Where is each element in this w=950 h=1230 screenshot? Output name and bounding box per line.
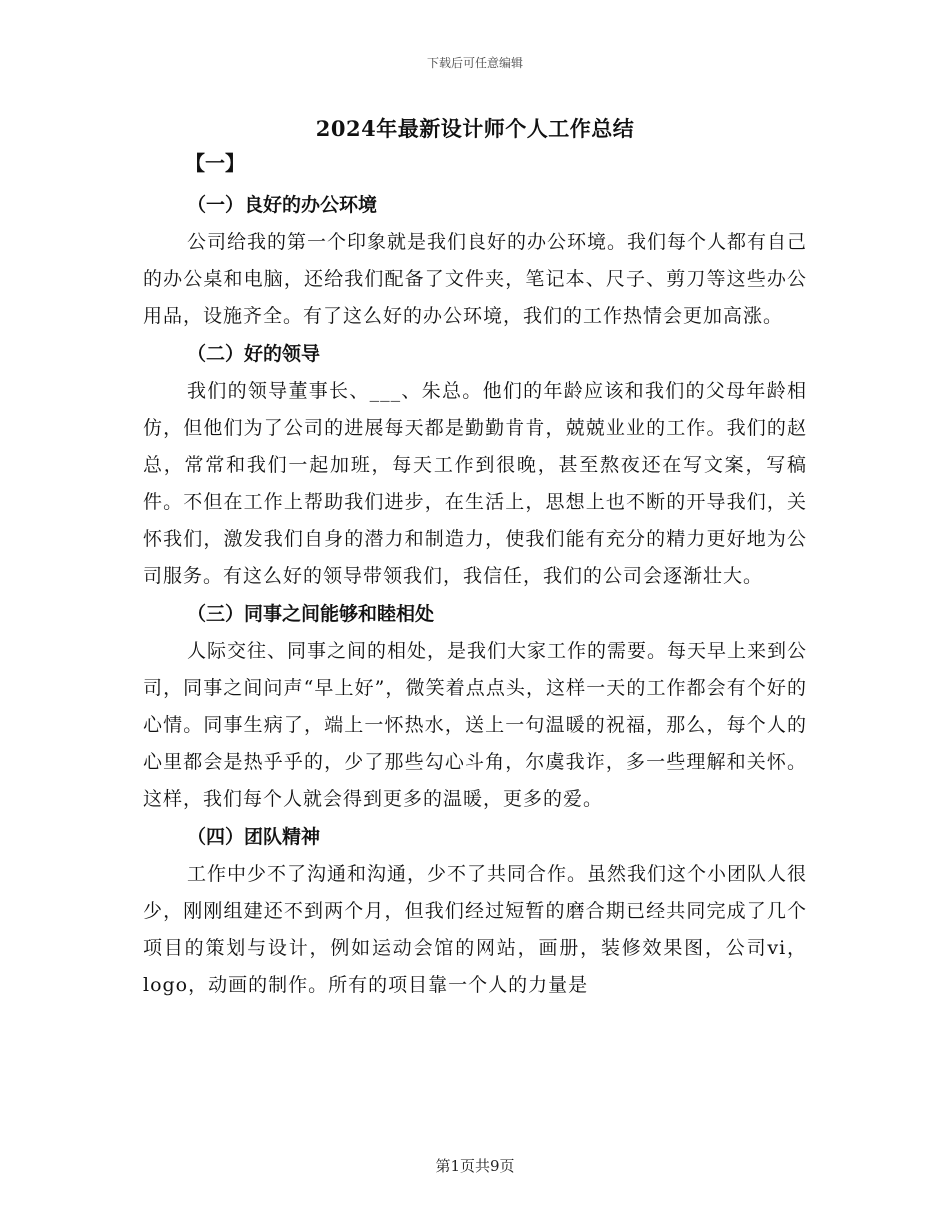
section-paragraph-4: 工作中少不了沟通和沟通，少不了共同合作。虽然我们这个小团队人很少，刚刚组建还不到两个月，但我们经过短暂的磨合期已经共同完成了几个项目的策划与设计，例如运动会馆的网站，画册，装修效果图，公司vi，logo，动画的制作。所有的项目靠一个人的力量是 bbox=[143, 863, 808, 996]
section-heading-2: （二）好的领导 bbox=[187, 343, 321, 365]
section-paragraph-3: 人际交往、同事之间的相处，是我们大家工作的需要。每天早上来到公司，同事之间问声“早上好”，微笑着点点头，这样一天的工作都会有个好的心情。同事生病了，端上一怀热水，送上一句温暖的祝福，那么，每个人的心里都会是热乎乎的，少了那些勾心斗角，尔虞我诈，多一些理解和关怀。这样，我们每个人就会得到更多的温暖，更多的爱。 bbox=[143, 640, 808, 810]
page-header-note: 下载后可任意编辑 bbox=[426, 56, 523, 70]
section-paragraph-1: 公司给我的第一个印象就是我们良好的办公环境。我们每个人都有自己的办公桌和电脑，还给我们配备了文件夹，笔记本、尺子、剪刀等这些办公用品，设施齐全。有了这么好的办公环境，我们的工作热情会更加高涨。 bbox=[143, 231, 808, 327]
section-heading-3: （三）同事之间能够和睦相处 bbox=[187, 603, 435, 625]
document-body bbox=[143, 186, 807, 1004]
document-title: 2024年最新设计师个人工作总结 bbox=[315, 116, 635, 141]
section-heading-1: （一）良好的办公环境 bbox=[187, 194, 378, 216]
section-paragraph-2: 我们的领导董事长、___、朱总。他们的年龄应该和我们的父母年龄相仿，但他们为了公司的进展每天都是勤勤肯肯，兢兢业业的工作。我们的赵总，常常和我们一起加班，每天工作到很晚，甚至熬夜还在写文案，写稿件。不但在工作上帮助我们进步，在生活上，思想上也不断的开导我们，关怀我们，激发我们自身的潜力和制造力，使我们能有充分的精力更好地为公司服务。有这么好的领导带领我们，我信任，我们的公司会逐渐壮大。 bbox=[143, 380, 807, 587]
page-number-footer: 第1页共9页 bbox=[435, 1157, 515, 1175]
section-marker: 【一】 bbox=[185, 151, 245, 175]
section-heading-4: （四）团队精神 bbox=[187, 826, 321, 848]
